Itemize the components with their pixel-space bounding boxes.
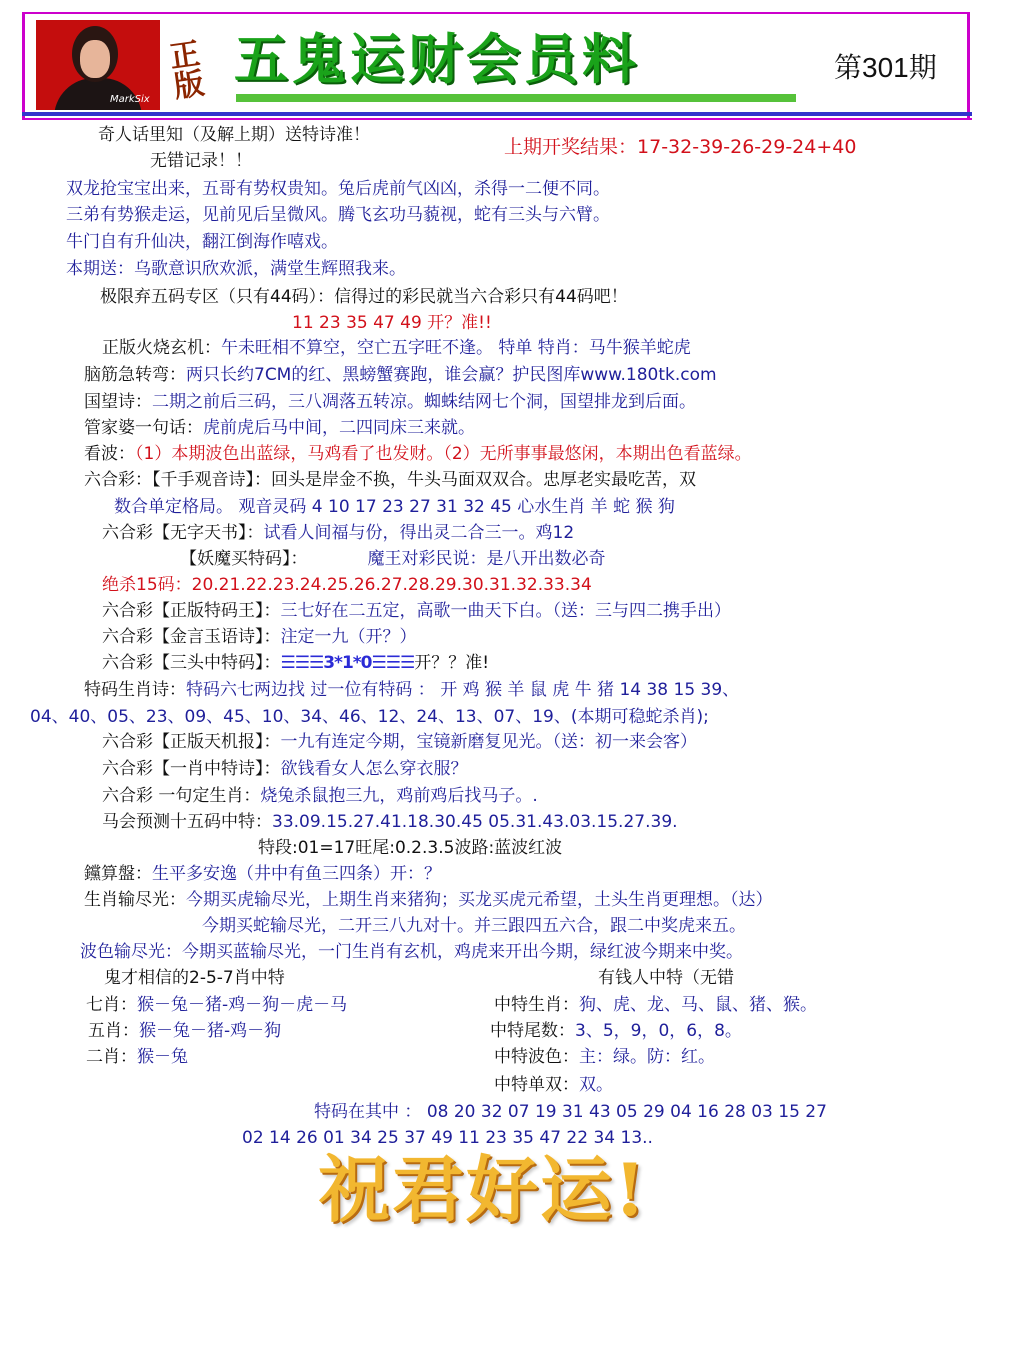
guanyin-poem-text: 回头是岸金不换，牛头马面双双合。忠厚老实最吃苦，双 bbox=[271, 470, 696, 490]
right-row-label: 中特尾数： bbox=[490, 1021, 575, 1041]
left-row-label: 七肖： bbox=[86, 995, 137, 1015]
housekeeper-line bbox=[84, 417, 475, 439]
guowang-poem-label: 国望诗： bbox=[84, 392, 152, 412]
golden-words-line bbox=[102, 626, 417, 648]
fire-mystery-label: 正版火烧玄机： bbox=[102, 338, 221, 358]
guowang-poem-text: 二期之前后三码，三八凋落五转凉。蜘蛛结网七个洞，国望排龙到后面。 bbox=[152, 392, 696, 412]
last-result-value: 17-32-39-26-29-24+40 bbox=[637, 136, 857, 158]
right-row-value: 双。 bbox=[579, 1075, 613, 1095]
demon-text: 魔王对彩民说：是八开出数必奇 bbox=[367, 549, 606, 569]
fire-mystery-line bbox=[102, 337, 691, 359]
good-luck-banner: 祝君好运! bbox=[318, 1147, 648, 1232]
wordless-book-line bbox=[102, 522, 574, 544]
zodiac-poem-line bbox=[84, 679, 739, 701]
right-row-value: 3、5，9，0，6，8。 bbox=[575, 1021, 742, 1041]
right-row-wave bbox=[494, 1046, 715, 1068]
code-king-text: 三七好在二五定，高歌一曲天下白。（送：三与四二携手出） bbox=[280, 601, 731, 621]
zodiac-lose-line-2: 今期买蛇输尽光，二开三八九对十。并三跟四五六合，跟二中奖虎来五。 bbox=[202, 916, 746, 936]
limit-zone-line: 极限弃五码专区（只有44码）：信得过的彩民就当六合彩只有44码吧！ bbox=[100, 287, 628, 307]
three-heads-symbols: ☰☰☰3*1*0☰☰☰ bbox=[280, 653, 415, 673]
three-heads-label: 六合彩【三头中特码】： bbox=[102, 653, 281, 673]
one-zodiac-label: 六合彩【一肖中特诗】： bbox=[102, 759, 281, 779]
photo-caption: MarkSix bbox=[110, 94, 150, 105]
right-row-oddeven bbox=[494, 1074, 613, 1096]
zodiac-poem-numbers: 04、40、05、23、09、45、10、34、46、12、24、13、07、19、(本期可稳蛇杀肖); bbox=[30, 707, 709, 727]
header-divider bbox=[22, 112, 972, 116]
poem-line-4: 本期送：乌歌意识欣欢派，满堂生辉照我来。 bbox=[66, 259, 406, 279]
wave-label: 看波： bbox=[84, 444, 135, 464]
header-divider-thin bbox=[22, 118, 972, 120]
header-photo bbox=[36, 20, 160, 110]
right-row-label: 中特生肖： bbox=[494, 995, 579, 1015]
brain-teaser-label: 脑筋急转弯： bbox=[84, 365, 186, 385]
brain-teaser-line bbox=[84, 364, 717, 386]
wordless-book-text: 试看人间福与份，得出灵二合三一。鸡12 bbox=[263, 523, 575, 543]
last-result-label: 上期开奖结果： bbox=[504, 136, 638, 158]
right-row-label: 中特波色： bbox=[494, 1047, 579, 1067]
three-heads-line bbox=[102, 652, 489, 674]
left-row-5 bbox=[88, 1020, 281, 1042]
right-row-value: 主：绿。防：红。 bbox=[579, 1047, 715, 1067]
jockey-club-label: 马会预测十五码中特： bbox=[102, 812, 272, 832]
demon-label: 【妖魔买特码】： bbox=[180, 549, 308, 569]
left-col-title: 鬼才相信的2-5-7肖中特 bbox=[104, 968, 285, 988]
wave-line bbox=[84, 443, 752, 465]
guanyin-numbers-line: 数合单定格局。 观音灵码 4 10 17 23 27 31 32 45 心水生肖 羊 蛇 猴 狗 bbox=[114, 497, 675, 517]
zodiac-lose-line bbox=[84, 889, 773, 911]
special-numbers-line-1 bbox=[314, 1101, 827, 1123]
left-row-7 bbox=[86, 994, 347, 1016]
limit-zone-numbers: 11 23 35 47 49 开？准!! bbox=[292, 313, 492, 333]
left-row-2 bbox=[86, 1046, 188, 1068]
right-row-tail bbox=[490, 1020, 742, 1042]
right-col-title: 有钱人中特（无错 bbox=[598, 968, 734, 988]
poem-line-3: 牛门自有升仙决，翻江倒海作嘻戏。 bbox=[66, 232, 338, 252]
one-zodiac-text: 欲钱看女人怎么穿衣服？ bbox=[280, 759, 468, 779]
special-numbers-1: 08 20 32 07 19 31 43 05 29 04 16 28 03 15 27 bbox=[426, 1102, 827, 1122]
zodiac-poem-text: 特码六七两边找 过一位有特码 ： 开 鸡 猴 羊 鼠 虎 牛 猪 14 38 15 39、 bbox=[186, 680, 740, 700]
intro-line: 奇人话里知（及解上期）送特诗准！ bbox=[98, 125, 370, 145]
zodiac-lose-label: 生肖输尽光： bbox=[84, 890, 186, 910]
fire-mystery-text: 午未旺相不算空，空亡五字旺不逢。 特单 特肖：马牛猴羊蛇虎 bbox=[221, 338, 691, 358]
one-zodiac-line bbox=[102, 758, 468, 780]
zodiac-poem-label: 特码生肖诗： bbox=[84, 680, 186, 700]
photo-face-shape bbox=[80, 40, 110, 78]
poem-line-2: 三弟有势猴走运，见前见后呈微风。腾飞玄功马藐视，蛇有三头与六臂。 bbox=[66, 205, 610, 225]
code-king-label: 六合彩【正版特码王】： bbox=[102, 601, 281, 621]
wave-lose-line: 波色输尽光：今期买蓝输尽光，一门生肖有玄机，鸡虎来开出今期，绿红波今期来中奖。 bbox=[80, 942, 743, 962]
abacus-label: 钂算盤： bbox=[84, 864, 152, 884]
guanyin-poem-line bbox=[84, 469, 696, 491]
tianji-text: 一九有连定今期，宝镜新磨复见光。（送：初一来会客） bbox=[280, 732, 697, 752]
left-row-value: 猴－兔－猪-鸡－狗－虎－马 bbox=[137, 995, 348, 1015]
one-sentence-text: 烧兔杀鼠抱三九，鸡前鸡后找马子。. bbox=[260, 786, 538, 806]
demon-line bbox=[180, 548, 606, 570]
housekeeper-label: 管家婆一句话： bbox=[84, 418, 203, 438]
tianji-label: 六合彩【正版天机报】： bbox=[102, 732, 281, 752]
segment-line: 特段:01=17旺尾:0.2.3.5波路:蓝波红波 bbox=[258, 838, 563, 858]
right-row-value: 狗、虎、龙、马、鼠、猪、猴。 bbox=[579, 995, 817, 1015]
wave-text: （1）本期波色出蓝绿，马鸡看了也发财。（2）无所事事最悠闲，本期出色看蓝绿。 bbox=[135, 444, 752, 464]
right-row-zodiac bbox=[494, 994, 817, 1016]
special-numbers-line-2: 02 14 26 01 34 25 37 49 11 23 35 47 22 34 13.. bbox=[242, 1128, 653, 1148]
code-king-line bbox=[102, 600, 731, 622]
last-result bbox=[504, 136, 856, 158]
abacus-line bbox=[84, 863, 441, 885]
left-row-label: 五肖： bbox=[88, 1021, 139, 1041]
title-underline bbox=[236, 94, 796, 102]
kill-15-numbers: 20.21.22.23.24.25.26.27.28.29.30.31.32.33.34 bbox=[191, 575, 592, 595]
one-sentence-line bbox=[102, 785, 538, 807]
golden-words-label: 六合彩【金言玉语诗】： bbox=[102, 627, 281, 647]
left-row-label: 二肖： bbox=[86, 1047, 137, 1067]
golden-words-text: 注定一九（开？） bbox=[280, 627, 417, 647]
kill-15-line bbox=[102, 574, 592, 596]
zodiac-lose-text: 今期买虎输尽光，上期生肖来猪狗；买龙买虎元希望，土头生肖更理想。（达） bbox=[186, 890, 773, 910]
housekeeper-text: 虎前虎后马中间，二四同床三来就。 bbox=[203, 418, 475, 438]
wordless-book-label: 六合彩【无字天书】： bbox=[102, 523, 264, 543]
right-row-label: 中特单双： bbox=[494, 1075, 579, 1095]
guanyin-poem-label: 六合彩：【千手观音诗】： bbox=[84, 470, 271, 490]
jockey-club-numbers: 33.09.15.27.41.18.30.45 05.31.43.03.15.27.39. bbox=[272, 812, 678, 832]
kill-15-label: 绝杀15码： bbox=[102, 575, 192, 595]
guowang-poem-line bbox=[84, 391, 696, 413]
jockey-club-line bbox=[102, 811, 678, 833]
record-line: 无错记录！！ bbox=[150, 151, 252, 171]
left-row-value: 猴－兔 bbox=[137, 1047, 188, 1067]
left-row-value: 猴－兔－猪-鸡－狗 bbox=[139, 1021, 282, 1041]
three-heads-text: 开？？准! bbox=[414, 653, 490, 673]
one-sentence-label: 六合彩 一句定生肖： bbox=[102, 786, 261, 806]
brain-teaser-text: 两只长约7CM的红、黑螃蟹赛跑，谁会赢？护民图库www.180tk.com bbox=[186, 365, 717, 385]
issue-number: 第301期 bbox=[834, 52, 937, 83]
zhengban-logo: 正版 bbox=[167, 36, 207, 106]
tianji-line bbox=[102, 731, 697, 753]
page-title: 五鬼运财会员料 bbox=[234, 28, 640, 91]
special-numbers-label: 特码在其中 ： bbox=[314, 1102, 422, 1122]
abacus-text: 生平多安逸（井中有鱼三四条）开：？ bbox=[152, 864, 441, 884]
poem-line-1: 双龙抢宝宝出来，五哥有势权贵知。兔后虎前气凶凶，杀得一二便不同。 bbox=[66, 179, 610, 199]
